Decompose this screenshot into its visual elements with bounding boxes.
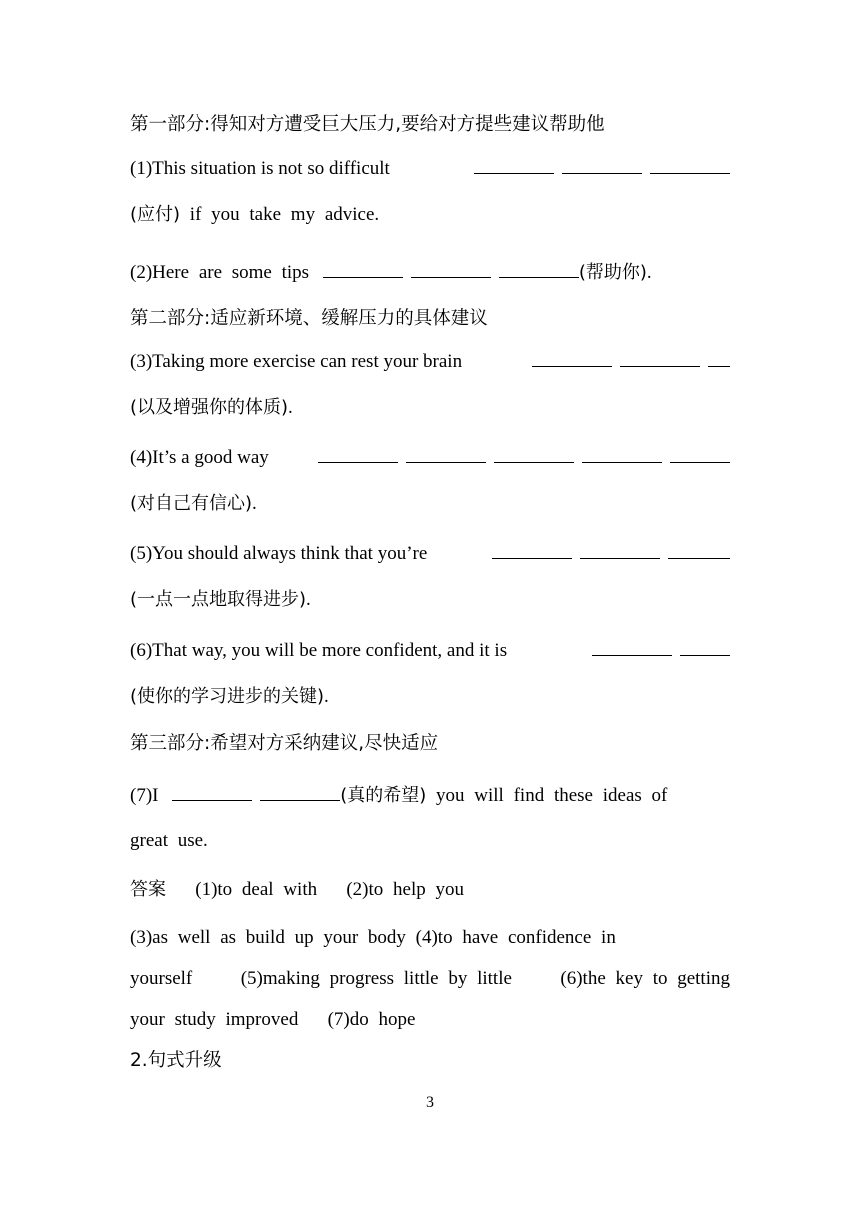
- question-2-text: (2)Here are some tips: [130, 262, 310, 283]
- question-1-line2: [130, 203, 730, 227]
- answer-label: 答案: [130, 879, 166, 900]
- question-6-line1: [130, 637, 730, 663]
- question-1-line1: [130, 155, 730, 181]
- question-4-line1: [130, 444, 730, 470]
- question-4-text: (4)It’s a good way: [130, 447, 269, 468]
- answer-blank[interactable]: [411, 259, 491, 278]
- question-7-text: (7)I: [130, 785, 159, 806]
- question-7-line1: [130, 782, 730, 808]
- answer-blank[interactable]: [474, 155, 554, 174]
- answer-line-3: yourself (5)making progress little by little (6)the key to getting: [130, 968, 730, 989]
- question-3-line1: [130, 348, 730, 374]
- answer-blank[interactable]: [620, 348, 700, 367]
- answer-blank[interactable]: [582, 444, 662, 463]
- answer-blank[interactable]: [670, 444, 730, 463]
- question-7-rest: you will find these ideas of: [426, 785, 668, 806]
- question-1-text: (1)This situation is not so difficult: [130, 158, 390, 179]
- answer-blank[interactable]: [532, 348, 612, 367]
- question-3-line2: (以及增强你的体质).: [130, 397, 293, 418]
- question-4-line2: (对自己有信心).: [130, 493, 257, 514]
- question-4-hint: (对自己有信心): [130, 493, 253, 514]
- question-5-line1: [130, 540, 730, 566]
- answer-blank[interactable]: [494, 444, 574, 463]
- page-number: 3: [426, 1094, 434, 1111]
- question-3-text: (3)Taking more exercise can rest your brain: [130, 351, 463, 372]
- answer-blank[interactable]: [260, 782, 340, 801]
- answer-blank[interactable]: [172, 782, 252, 801]
- answer-blank[interactable]: [680, 637, 730, 656]
- answer-blank[interactable]: [580, 540, 660, 559]
- answer-blank[interactable]: [318, 444, 398, 463]
- question-6-hint: (使你的学习进步的关键): [130, 686, 325, 707]
- question-7-line2: great use.: [130, 830, 208, 851]
- question-1-rest: if you take my advice.: [180, 204, 380, 225]
- question-5-text: (5)You should always think that you’re: [130, 543, 428, 564]
- question-3-hint: (以及增强你的体质): [130, 397, 289, 418]
- next-section-heading: 2.句式升级: [130, 1050, 222, 1071]
- question-2-hint: (帮助你): [578, 262, 647, 283]
- answer-blank[interactable]: [650, 155, 730, 174]
- answer-line-4: your study improved (7)do hope: [130, 1009, 416, 1030]
- question-7-hint: (真的希望): [340, 785, 427, 806]
- answer-blank[interactable]: [492, 540, 572, 559]
- part2-heading: 第二部分:适应新环境、缓解压力的具体建议: [130, 308, 488, 329]
- question-6-text: (6)That way, you will be more confident, and it is: [130, 640, 508, 661]
- answer-blank[interactable]: [708, 348, 730, 367]
- answer-line-1: 答案 (1)to deal with (2)to help you: [130, 879, 465, 900]
- question-6-line2: (使你的学习进步的关键).: [130, 686, 329, 707]
- question-2: (2)Here are some tips (帮助你).: [130, 259, 730, 285]
- question-5-line2: (一点一点地取得进步).: [130, 589, 311, 610]
- answer-line-2: (3)as well as build up your body (4)to have confidence in: [130, 927, 616, 948]
- answer-blank[interactable]: [592, 637, 672, 656]
- answer-blank[interactable]: [406, 444, 486, 463]
- answer-blank[interactable]: [668, 540, 730, 559]
- question-1-hint: (应付): [130, 204, 181, 225]
- answer-blank[interactable]: [499, 259, 579, 278]
- answer-blank[interactable]: [562, 155, 642, 174]
- question-5-hint: (一点一点地取得进步): [130, 589, 307, 610]
- part3-heading: 第三部分:希望对方采纳建议,尽快适应: [130, 733, 439, 754]
- answer-blank[interactable]: [323, 259, 403, 278]
- part1-heading: 第一部分:得知对方遭受巨大压力,要给对方提些建议帮助他: [130, 114, 605, 135]
